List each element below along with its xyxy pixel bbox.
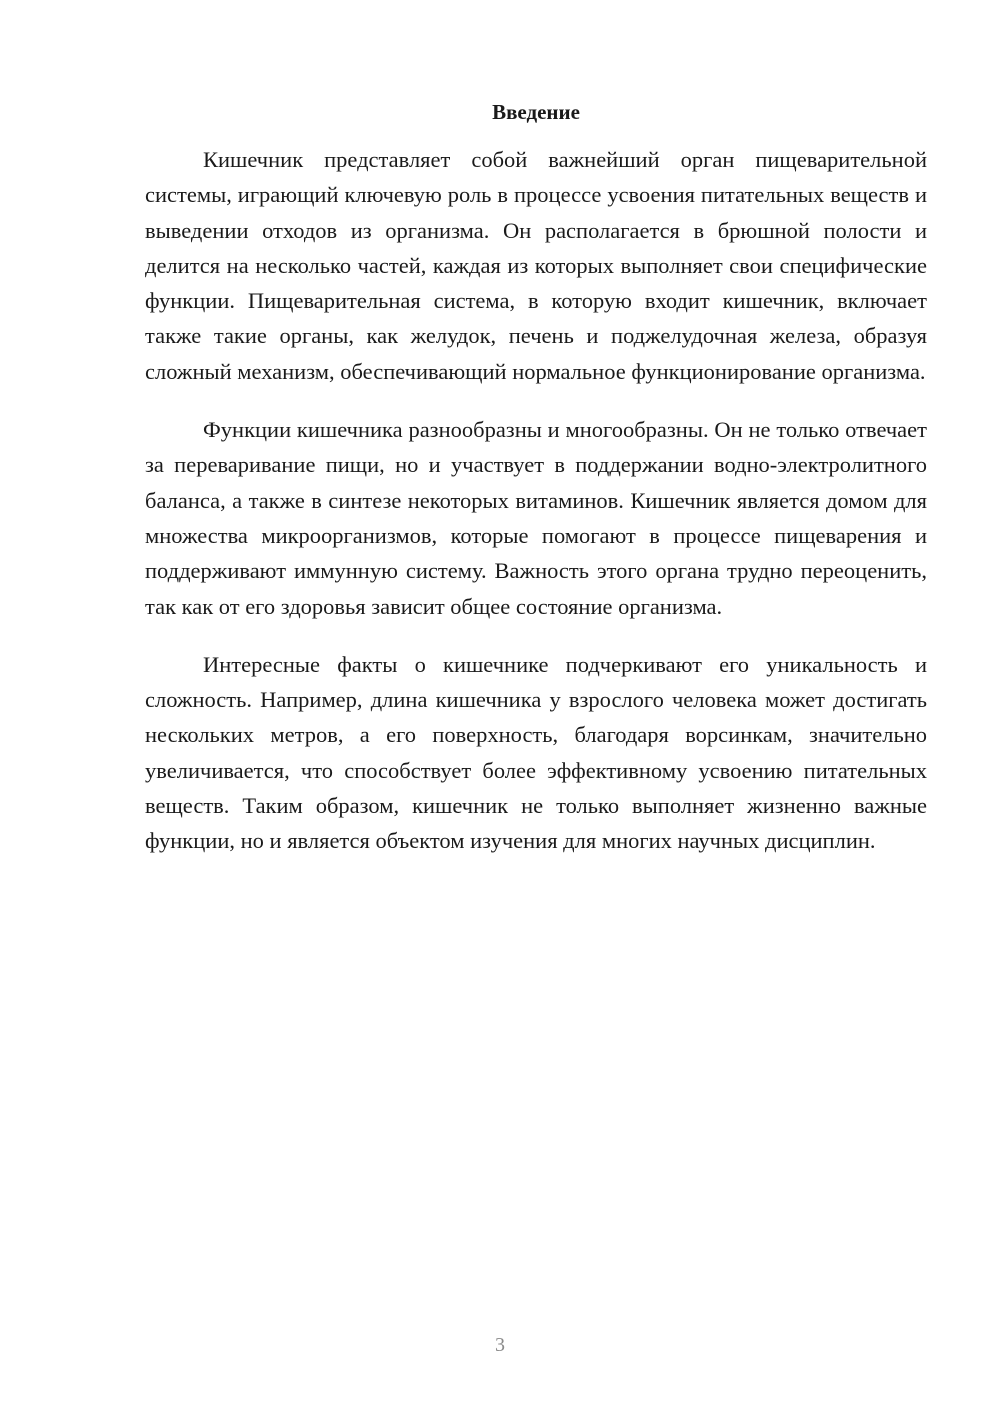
paragraph-functions: Функции кишечника разнообразны и многообразны. Он не только отвечает за переваривание пищи, но и участвует в поддержании водно-электролитного баланса, а также в синтезе некоторых витаминов. Кишечник является домом для множества микроорганизмов, которые помогают в процессе пищеварения и поддерживают иммунную систему. Важность этого органа трудно переоценить, так как от его здоровья зависит общее состояние организма. [145,417,927,619]
paragraph-facts: Интересные факты о кишечнике подчеркивают его уникальность и сложность. Например, длина кишечника у взрослого человека может достигать нескольких метров, а его поверхность, благодаря ворсинкам, значительно увеличивается, что способствует более эффективному усвоению питательных веществ. Таким образом, кишечник не только выполняет жизненно важные функции, но и является объектом изучения для многих научных дисциплин. [145,651,927,854]
paragraph-introduction: Кишечник представляет собой важнейший орган пищеварительной системы, играющий ключевую роль в процессе усвоения питательных веществ и выведении отходов из организма. Он располагается в брюшной полости и делится на несколько частей, каждая из которых выполняет свои специфические функции. Пищеварительная система, в которую входит кишечник, включает также такие органы, как желудок, печень и поджелудочная железа, образуя сложный механизм, обеспечивающий нормальное функционирование организма. [145,147,927,384]
section-heading: Введение [492,100,580,124]
page-number: 3 [495,1334,505,1356]
body-text [145,142,927,882]
